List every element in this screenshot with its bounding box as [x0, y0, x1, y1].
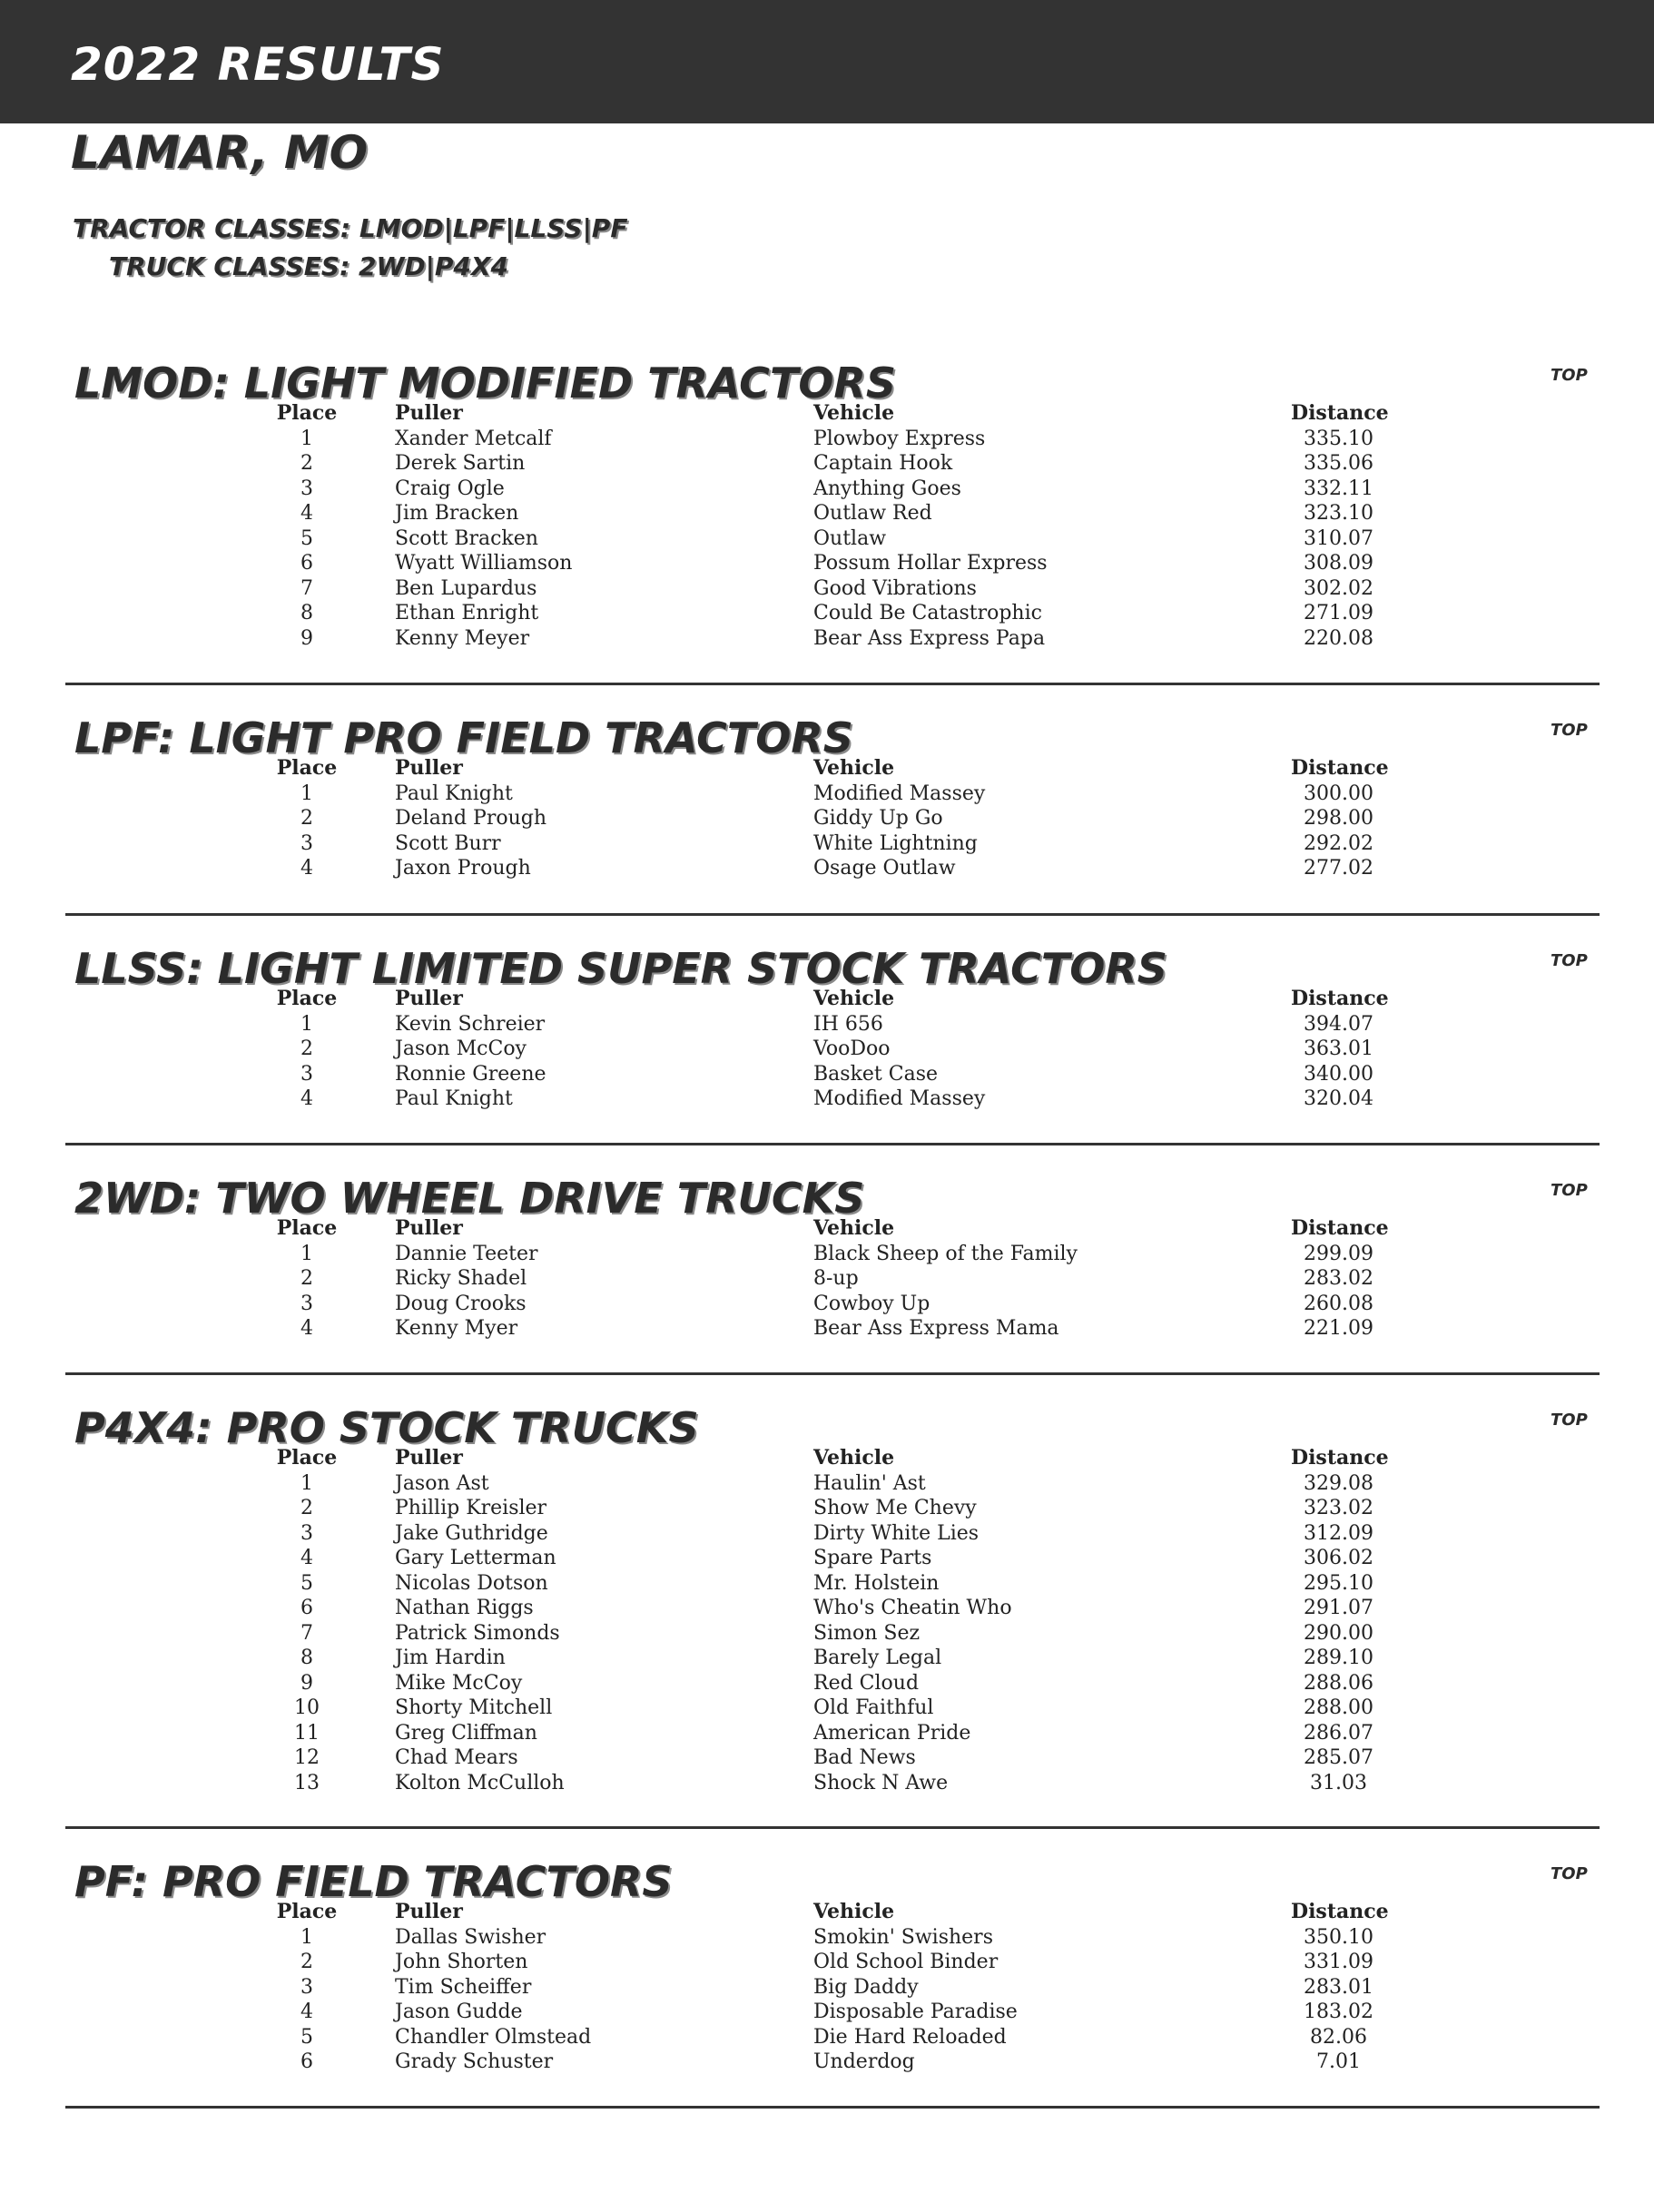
place-cell: 12: [294, 1746, 320, 1769]
place-cell: 5: [300, 526, 313, 550]
table-row: [0, 1745, 1654, 1771]
puller-cell: Dallas Swisher: [395, 1925, 546, 1949]
place-cell: 7: [300, 1621, 313, 1645]
distance-cell: 288.06: [1304, 1671, 1373, 1695]
distance-cell: 335.06: [1304, 452, 1373, 475]
place-cell: 9: [300, 626, 313, 650]
table-row: [0, 1671, 1654, 1696]
place-cell: 9: [300, 1671, 313, 1695]
table-row: [0, 782, 1654, 807]
column-header-vehicle: Vehicle: [813, 1900, 895, 1923]
place-cell: 1: [300, 1242, 313, 1265]
table-row: [0, 1292, 1654, 1317]
table-row: [0, 2050, 1654, 2075]
place-cell: 3: [300, 477, 313, 500]
vehicle-cell: Outlaw Red: [813, 502, 932, 525]
section-title: LLSS: LIGHT LIMITED SUPER STOCK TRACTORS: [74, 944, 1167, 993]
column-header-puller: Puller: [395, 987, 463, 1010]
puller-cell: Doug Crooks: [395, 1292, 527, 1315]
distance-cell: 288.00: [1304, 1696, 1373, 1719]
place-cell: 1: [300, 1925, 313, 1949]
column-header-distance: Distance: [1291, 1446, 1389, 1470]
table-row: [0, 526, 1654, 552]
puller-cell: Jake Guthridge: [395, 1521, 548, 1545]
vehicle-cell: Big Daddy: [813, 1975, 919, 1999]
results-table: [0, 401, 1654, 651]
section-divider: [65, 2106, 1600, 2109]
column-header-place: Place: [276, 1446, 338, 1470]
results-table: [0, 1216, 1654, 1342]
place-cell: 3: [300, 1292, 313, 1315]
vehicle-cell: Smokin' Swishers: [813, 1925, 993, 1949]
table-row: [0, 856, 1654, 881]
results-table: [0, 756, 1654, 881]
place-cell: 8: [300, 1647, 313, 1669]
table-row: [0, 2025, 1654, 2050]
puller-cell: Jason Ast: [395, 1471, 489, 1495]
place-cell: 2: [300, 1037, 313, 1060]
distance-cell: 221.09: [1304, 1317, 1373, 1340]
table-row: [0, 1242, 1654, 1267]
place-cell: 2: [300, 452, 313, 475]
column-header-distance: Distance: [1291, 401, 1389, 425]
place-cell: 6: [300, 2050, 313, 2073]
table-row: [0, 501, 1654, 526]
puller-cell: Jaxon Prough: [395, 857, 531, 880]
distance-cell: 292.02: [1304, 831, 1373, 855]
location-title: LAMAR, MO: [71, 126, 369, 179]
puller-cell: Dannie Teeter: [395, 1242, 538, 1265]
puller-cell: Kolton McCulloh: [395, 1771, 565, 1794]
place-cell: 3: [300, 1975, 313, 1999]
distance-cell: 306.02: [1304, 1547, 1373, 1569]
puller-cell: Jason McCoy: [395, 1037, 527, 1060]
puller-cell: Wyatt Williamson: [395, 552, 573, 575]
place-cell: 3: [300, 831, 313, 855]
table-row: [0, 1721, 1654, 1746]
vehicle-cell: Outlaw: [813, 526, 887, 550]
table-row: [0, 477, 1654, 502]
puller-cell: Mike McCoy: [395, 1671, 523, 1695]
truck-classes: TRUCK CLASSES: 2WD|P4X4: [109, 251, 508, 281]
distance-cell: 260.08: [1304, 1292, 1373, 1315]
puller-cell: Chad Mears: [395, 1746, 518, 1769]
puller-cell: Ben Lupardus: [395, 576, 537, 600]
column-header-vehicle: Vehicle: [813, 401, 895, 425]
puller-cell: Grady Schuster: [395, 2050, 554, 2073]
vehicle-cell: Captain Hook: [813, 452, 953, 475]
vehicle-cell: Bad News: [813, 1746, 916, 1769]
vehicle-cell: Modified Massey: [813, 1087, 986, 1110]
place-cell: 4: [300, 1317, 313, 1340]
place-cell: 6: [300, 552, 313, 575]
vehicle-cell: Possum Hollar Express: [813, 552, 1048, 575]
puller-cell: Kevin Schreier: [395, 1012, 546, 1036]
tractor-classes: TRACTOR CLASSES: LMOD|LPF|LLSS|PF: [73, 213, 628, 243]
table-row: [0, 1975, 1654, 2001]
vehicle-cell: Anything Goes: [813, 477, 961, 500]
vehicle-cell: Giddy Up Go: [813, 807, 943, 830]
puller-cell: Paul Knight: [395, 1087, 513, 1110]
table-row: [0, 626, 1654, 652]
distance-cell: 31.03: [1310, 1771, 1367, 1794]
vehicle-cell: Old School Binder: [813, 1951, 999, 1973]
column-header-puller: Puller: [395, 756, 463, 780]
vehicle-cell: Barely Legal: [813, 1647, 942, 1669]
column-header-place: Place: [276, 987, 338, 1010]
distance-cell: 271.09: [1304, 602, 1373, 624]
results-table: [0, 1900, 1654, 2075]
place-cell: 3: [300, 1062, 313, 1086]
table-header-row: [0, 1216, 1654, 1242]
distance-cell: 394.07: [1304, 1012, 1373, 1036]
vehicle-cell: Show Me Chevy: [813, 1497, 977, 1519]
distance-cell: 290.00: [1304, 1621, 1373, 1645]
distance-cell: 323.02: [1304, 1497, 1373, 1519]
distance-cell: 302.02: [1304, 576, 1373, 600]
place-cell: 3: [300, 1521, 313, 1545]
column-header-place: Place: [276, 1216, 338, 1240]
table-header-row: [0, 987, 1654, 1012]
distance-cell: 298.00: [1304, 807, 1373, 830]
place-cell: 5: [300, 1571, 313, 1595]
place-cell: 7: [300, 576, 313, 600]
distance-cell: 277.02: [1304, 857, 1373, 880]
table-header-row: [0, 1900, 1654, 1925]
puller-cell: Deland Prough: [395, 807, 547, 830]
vehicle-cell: Modified Massey: [813, 782, 986, 805]
table-row: [0, 1012, 1654, 1037]
puller-cell: Shorty Mitchell: [395, 1696, 553, 1719]
table-row: [0, 1266, 1654, 1292]
table-row: [0, 1316, 1654, 1342]
place-cell: 6: [300, 1597, 313, 1619]
section-divider: [65, 683, 1600, 685]
section-title: PF: PRO FIELD TRACTORS: [74, 1857, 673, 1906]
vehicle-cell: Spare Parts: [813, 1547, 932, 1569]
distance-cell: 308.09: [1304, 552, 1373, 575]
results-table: [0, 1446, 1654, 1795]
vehicle-cell: VooDoo: [813, 1037, 891, 1060]
distance-cell: 299.09: [1304, 1242, 1373, 1265]
vehicle-cell: Black Sheep of the Family: [813, 1242, 1078, 1265]
puller-cell: Jim Bracken: [395, 502, 519, 525]
back-to-top-link[interactable]: TOP: [1551, 721, 1588, 740]
column-header-vehicle: Vehicle: [813, 1446, 895, 1470]
table-row: [0, 1571, 1654, 1597]
back-to-top-link[interactable]: TOP: [1551, 1411, 1588, 1430]
column-header-vehicle: Vehicle: [813, 756, 895, 780]
place-cell: 4: [300, 2001, 313, 2023]
table-row: [0, 806, 1654, 831]
puller-cell: Craig Ogle: [395, 477, 505, 500]
puller-cell: Ricky Shadel: [395, 1267, 527, 1290]
place-cell: 10: [294, 1696, 320, 1719]
column-header-place: Place: [276, 401, 338, 425]
table-row: [0, 601, 1654, 626]
distance-cell: 312.09: [1304, 1521, 1373, 1545]
table-row: [0, 1925, 1654, 1951]
table-row: [0, 1771, 1654, 1796]
place-cell: 1: [300, 427, 313, 450]
puller-cell: Scott Burr: [395, 831, 501, 855]
distance-cell: 283.01: [1304, 1975, 1373, 1999]
puller-cell: Paul Knight: [395, 782, 513, 805]
puller-cell: Jim Hardin: [395, 1647, 506, 1669]
place-cell: 2: [300, 1951, 313, 1973]
place-cell: 1: [300, 782, 313, 805]
distance-cell: 363.01: [1304, 1037, 1373, 1060]
table-row: [0, 427, 1654, 452]
vehicle-cell: IH 656: [813, 1012, 883, 1036]
table-header-row: [0, 1446, 1654, 1471]
column-header-distance: Distance: [1291, 987, 1389, 1010]
distance-cell: 329.08: [1304, 1471, 1373, 1495]
back-to-top-link[interactable]: TOP: [1551, 951, 1588, 970]
section-title: LPF: LIGHT PRO FIELD TRACTORS: [74, 713, 853, 762]
distance-cell: 295.10: [1304, 1571, 1373, 1595]
puller-cell: Phillip Kreisler: [395, 1497, 547, 1519]
vehicle-cell: White Lightning: [813, 831, 978, 855]
table-header-row: [0, 756, 1654, 782]
distance-cell: 285.07: [1304, 1746, 1373, 1769]
table-row: [0, 1646, 1654, 1671]
table-row: [0, 1546, 1654, 1571]
puller-cell: Nathan Riggs: [395, 1597, 534, 1619]
place-cell: 4: [300, 1547, 313, 1569]
section-divider: [65, 913, 1600, 916]
distance-cell: 331.09: [1304, 1951, 1373, 1973]
place-cell: 2: [300, 1497, 313, 1519]
puller-cell: Xander Metcalf: [395, 427, 552, 450]
distance-cell: 310.07: [1304, 526, 1373, 550]
back-to-top-link[interactable]: TOP: [1551, 1181, 1588, 1200]
vehicle-cell: Mr. Holstein: [813, 1571, 940, 1595]
vehicle-cell: Underdog: [813, 2050, 915, 2073]
column-header-vehicle: Vehicle: [813, 1216, 895, 1240]
place-cell: 1: [300, 1012, 313, 1036]
vehicle-cell: Shock N Awe: [813, 1771, 949, 1794]
vehicle-cell: Simon Sez: [813, 1621, 921, 1645]
distance-cell: 289.10: [1304, 1647, 1373, 1669]
table-row: [0, 1950, 1654, 1975]
section-title: LMOD: LIGHT MODIFIED TRACTORS: [74, 359, 896, 408]
table-row: [0, 1471, 1654, 1497]
back-to-top-link[interactable]: TOP: [1551, 366, 1588, 385]
table-row: [0, 551, 1654, 576]
column-header-puller: Puller: [395, 1900, 463, 1923]
table-row: [0, 831, 1654, 857]
section-divider: [65, 1143, 1600, 1145]
section-divider: [65, 1826, 1600, 1829]
vehicle-cell: American Pride: [813, 1721, 971, 1745]
column-header-place: Place: [276, 1900, 338, 1923]
place-cell: 1: [300, 1471, 313, 1495]
column-header-distance: Distance: [1291, 1216, 1389, 1240]
column-header-distance: Distance: [1291, 756, 1389, 780]
puller-cell: Ronnie Greene: [395, 1062, 546, 1086]
place-cell: 5: [300, 2025, 313, 2049]
distance-cell: 300.00: [1304, 782, 1373, 805]
table-row: [0, 1621, 1654, 1647]
distance-cell: 335.10: [1304, 427, 1373, 450]
distance-cell: 320.04: [1304, 1087, 1373, 1110]
place-cell: 2: [300, 1267, 313, 1290]
page-title: 2022 RESULTS: [71, 38, 445, 91]
vehicle-cell: Dirty White Lies: [813, 1521, 980, 1545]
puller-cell: Ethan Enright: [395, 602, 539, 624]
vehicle-cell: Red Cloud: [813, 1671, 920, 1695]
place-cell: 2: [300, 807, 313, 830]
distance-cell: 183.02: [1304, 2001, 1373, 2023]
vehicle-cell: Bear Ass Express Papa: [813, 626, 1046, 650]
vehicle-cell: Cowboy Up: [813, 1292, 930, 1315]
distance-cell: 220.08: [1304, 626, 1373, 650]
table-row: [0, 2000, 1654, 2025]
puller-cell: Patrick Simonds: [395, 1621, 560, 1645]
place-cell: 11: [294, 1721, 320, 1745]
back-to-top-link[interactable]: TOP: [1551, 1864, 1588, 1883]
column-header-puller: Puller: [395, 1216, 463, 1240]
place-cell: 4: [300, 857, 313, 880]
table-row: [0, 451, 1654, 477]
puller-cell: John Shorten: [395, 1951, 528, 1973]
vehicle-cell: Who's Cheatin Who: [813, 1597, 1012, 1619]
results-table: [0, 987, 1654, 1112]
vehicle-cell: Bear Ass Express Mama: [813, 1317, 1059, 1340]
section-title: P4X4: PRO STOCK TRUCKS: [74, 1403, 699, 1452]
puller-cell: Jason Gudde: [395, 2001, 523, 2023]
table-row: [0, 1496, 1654, 1521]
table-row: [0, 576, 1654, 602]
puller-cell: Nicolas Dotson: [395, 1571, 548, 1595]
puller-cell: Scott Bracken: [395, 526, 538, 550]
column-header-puller: Puller: [395, 1446, 463, 1470]
place-cell: 13: [294, 1771, 320, 1794]
distance-cell: 323.10: [1304, 502, 1373, 525]
table-row: [0, 1596, 1654, 1621]
distance-cell: 332.11: [1304, 477, 1373, 500]
puller-cell: Kenny Myer: [395, 1317, 518, 1340]
column-header-place: Place: [276, 756, 338, 780]
distance-cell: 340.00: [1304, 1062, 1373, 1086]
distance-cell: 7.01: [1316, 2050, 1361, 2073]
column-header-puller: Puller: [395, 401, 463, 425]
puller-cell: Gary Letterman: [395, 1547, 556, 1569]
column-header-distance: Distance: [1291, 1900, 1389, 1923]
header-banner: [0, 0, 1654, 123]
distance-cell: 291.07: [1304, 1597, 1373, 1619]
section-divider: [65, 1372, 1600, 1375]
vehicle-cell: Basket Case: [813, 1062, 939, 1086]
table-row: [0, 1037, 1654, 1062]
vehicle-cell: Plowboy Express: [813, 427, 986, 450]
puller-cell: Derek Sartin: [395, 452, 526, 475]
puller-cell: Greg Cliffman: [395, 1721, 537, 1745]
vehicle-cell: Haulin' Ast: [813, 1471, 926, 1495]
table-row: [0, 1521, 1654, 1547]
column-header-vehicle: Vehicle: [813, 987, 895, 1010]
puller-cell: Tim Scheiffer: [395, 1975, 532, 1999]
place-cell: 4: [300, 502, 313, 525]
vehicle-cell: Osage Outlaw: [813, 857, 956, 880]
vehicle-cell: Could Be Catastrophic: [813, 602, 1042, 624]
puller-cell: Chandler Olmstead: [395, 2025, 592, 2049]
table-header-row: [0, 401, 1654, 427]
table-row: [0, 1062, 1654, 1087]
vehicle-cell: Die Hard Reloaded: [813, 2025, 1007, 2049]
section-title: 2WD: TWO WHEEL DRIVE TRUCKS: [74, 1174, 865, 1223]
table-row: [0, 1696, 1654, 1721]
distance-cell: 286.07: [1304, 1721, 1373, 1745]
vehicle-cell: Good Vibrations: [813, 576, 977, 600]
vehicle-cell: Old Faithful: [813, 1696, 934, 1719]
distance-cell: 82.06: [1310, 2025, 1367, 2049]
table-row: [0, 1086, 1654, 1112]
vehicle-cell: 8-up: [813, 1267, 859, 1290]
place-cell: 4: [300, 1087, 313, 1110]
distance-cell: 350.10: [1304, 1925, 1373, 1949]
puller-cell: Kenny Meyer: [395, 626, 530, 650]
distance-cell: 283.02: [1304, 1267, 1373, 1290]
vehicle-cell: Disposable Paradise: [813, 2001, 1018, 2023]
place-cell: 8: [300, 602, 313, 624]
